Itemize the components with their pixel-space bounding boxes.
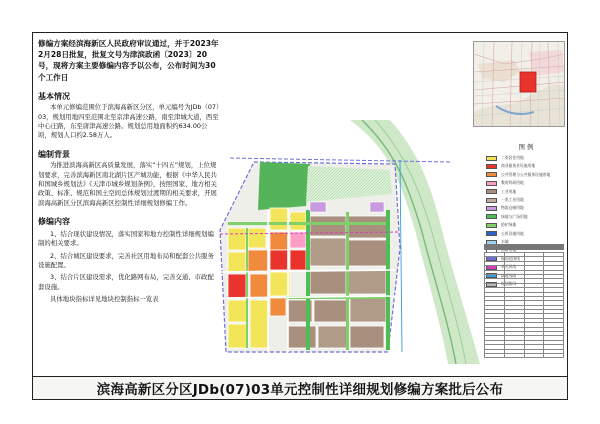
legend-label: 二类居住用地 [501, 155, 524, 161]
inset-map-graphic [474, 42, 565, 127]
legend-title: 图 例 [518, 143, 534, 151]
legend-label: 规划范围线 [501, 255, 520, 261]
legend-label: 公共管理与公共服务设施用地 [501, 171, 551, 177]
legend-label: 工业用地 [501, 188, 517, 194]
revision-footer: 具体地块指标详见地块控制指标一览表 [50, 295, 159, 304]
legend-label: 规划路网 [501, 280, 517, 286]
legend-label: 绿地与广场用地 [501, 213, 528, 219]
section-title-basic: 基本情况 [38, 91, 70, 101]
title-bar [32, 377, 568, 400]
revision-item-3: 3、结合片区建设需求，优化路网布局，完善交通、市政配套设施。 [38, 273, 214, 291]
table-cell [524, 353, 544, 357]
legend-label: 单元界线 [501, 264, 517, 270]
table-cell [544, 353, 564, 357]
logistics-block-2 [370, 202, 384, 212]
page-title: 滨海高新区分区JDb(07)03单元控制性详细规划修编方案批后公布 [96, 382, 504, 398]
land-use-map [190, 120, 510, 364]
revision-item-2: 2、结合城区建设要求，完善社区用地布局和配套公共服务设施配置。 [38, 251, 214, 269]
revision-item-1: 1、结合现状建设情况，落实国家和地方控制性详细规划编制的相关要求。 [38, 229, 214, 248]
legend-label: 教育科研用地 [501, 180, 524, 186]
intro-text: 修编方案经滨海新区人民政府审议通过，并于2023年2月28日批复，批复文号为津滨政函〔2023〕20号，现将方案主要修编内容予以公布，公布时间为30个工作日 [38, 39, 219, 82]
section-title-background: 编制背景 [38, 149, 70, 159]
section-background-text: 为推进滨海高新区高质量发展，落实“十四五”规划，上位规划要求，完善滨海新区南北湖片区产城功能，根据《中华人民共和国城乡规划法》《天津市城乡规划条例》，按照国家、地方相关政策、标准、规范和国土空间总体规划过渡期的相关要求，开展滨海高新区分区滨海高新区控制性详细规划修编工作。 [38, 161, 217, 207]
legend-label: 物流仓储用地 [501, 205, 524, 211]
legend-label: 商业服务业设施用地 [501, 163, 536, 169]
legend-label: 轨道线路 [501, 272, 517, 278]
legend-label: 公用设施用地 [501, 230, 524, 236]
legend-label: 水域 [501, 239, 509, 244]
legend-label: 一类工业用地 [501, 197, 524, 203]
section-title-revision: 修编内容 [38, 217, 70, 227]
logistics-block [310, 202, 326, 212]
section-basic-text: 本单元修编范围位于滨海高新区分区，单元编号为JDb（07）03，规划用地四至范围北至京津高速公路，南至津城大道，西至中心庄路，东至唐津高速公路。规划总用地面积约634.00公顷，规划人口约2.58万人。 [38, 103, 220, 140]
green-block-upper [258, 162, 310, 210]
location-inset-map [473, 41, 565, 127]
legend-label: 防护绿地 [501, 222, 517, 228]
